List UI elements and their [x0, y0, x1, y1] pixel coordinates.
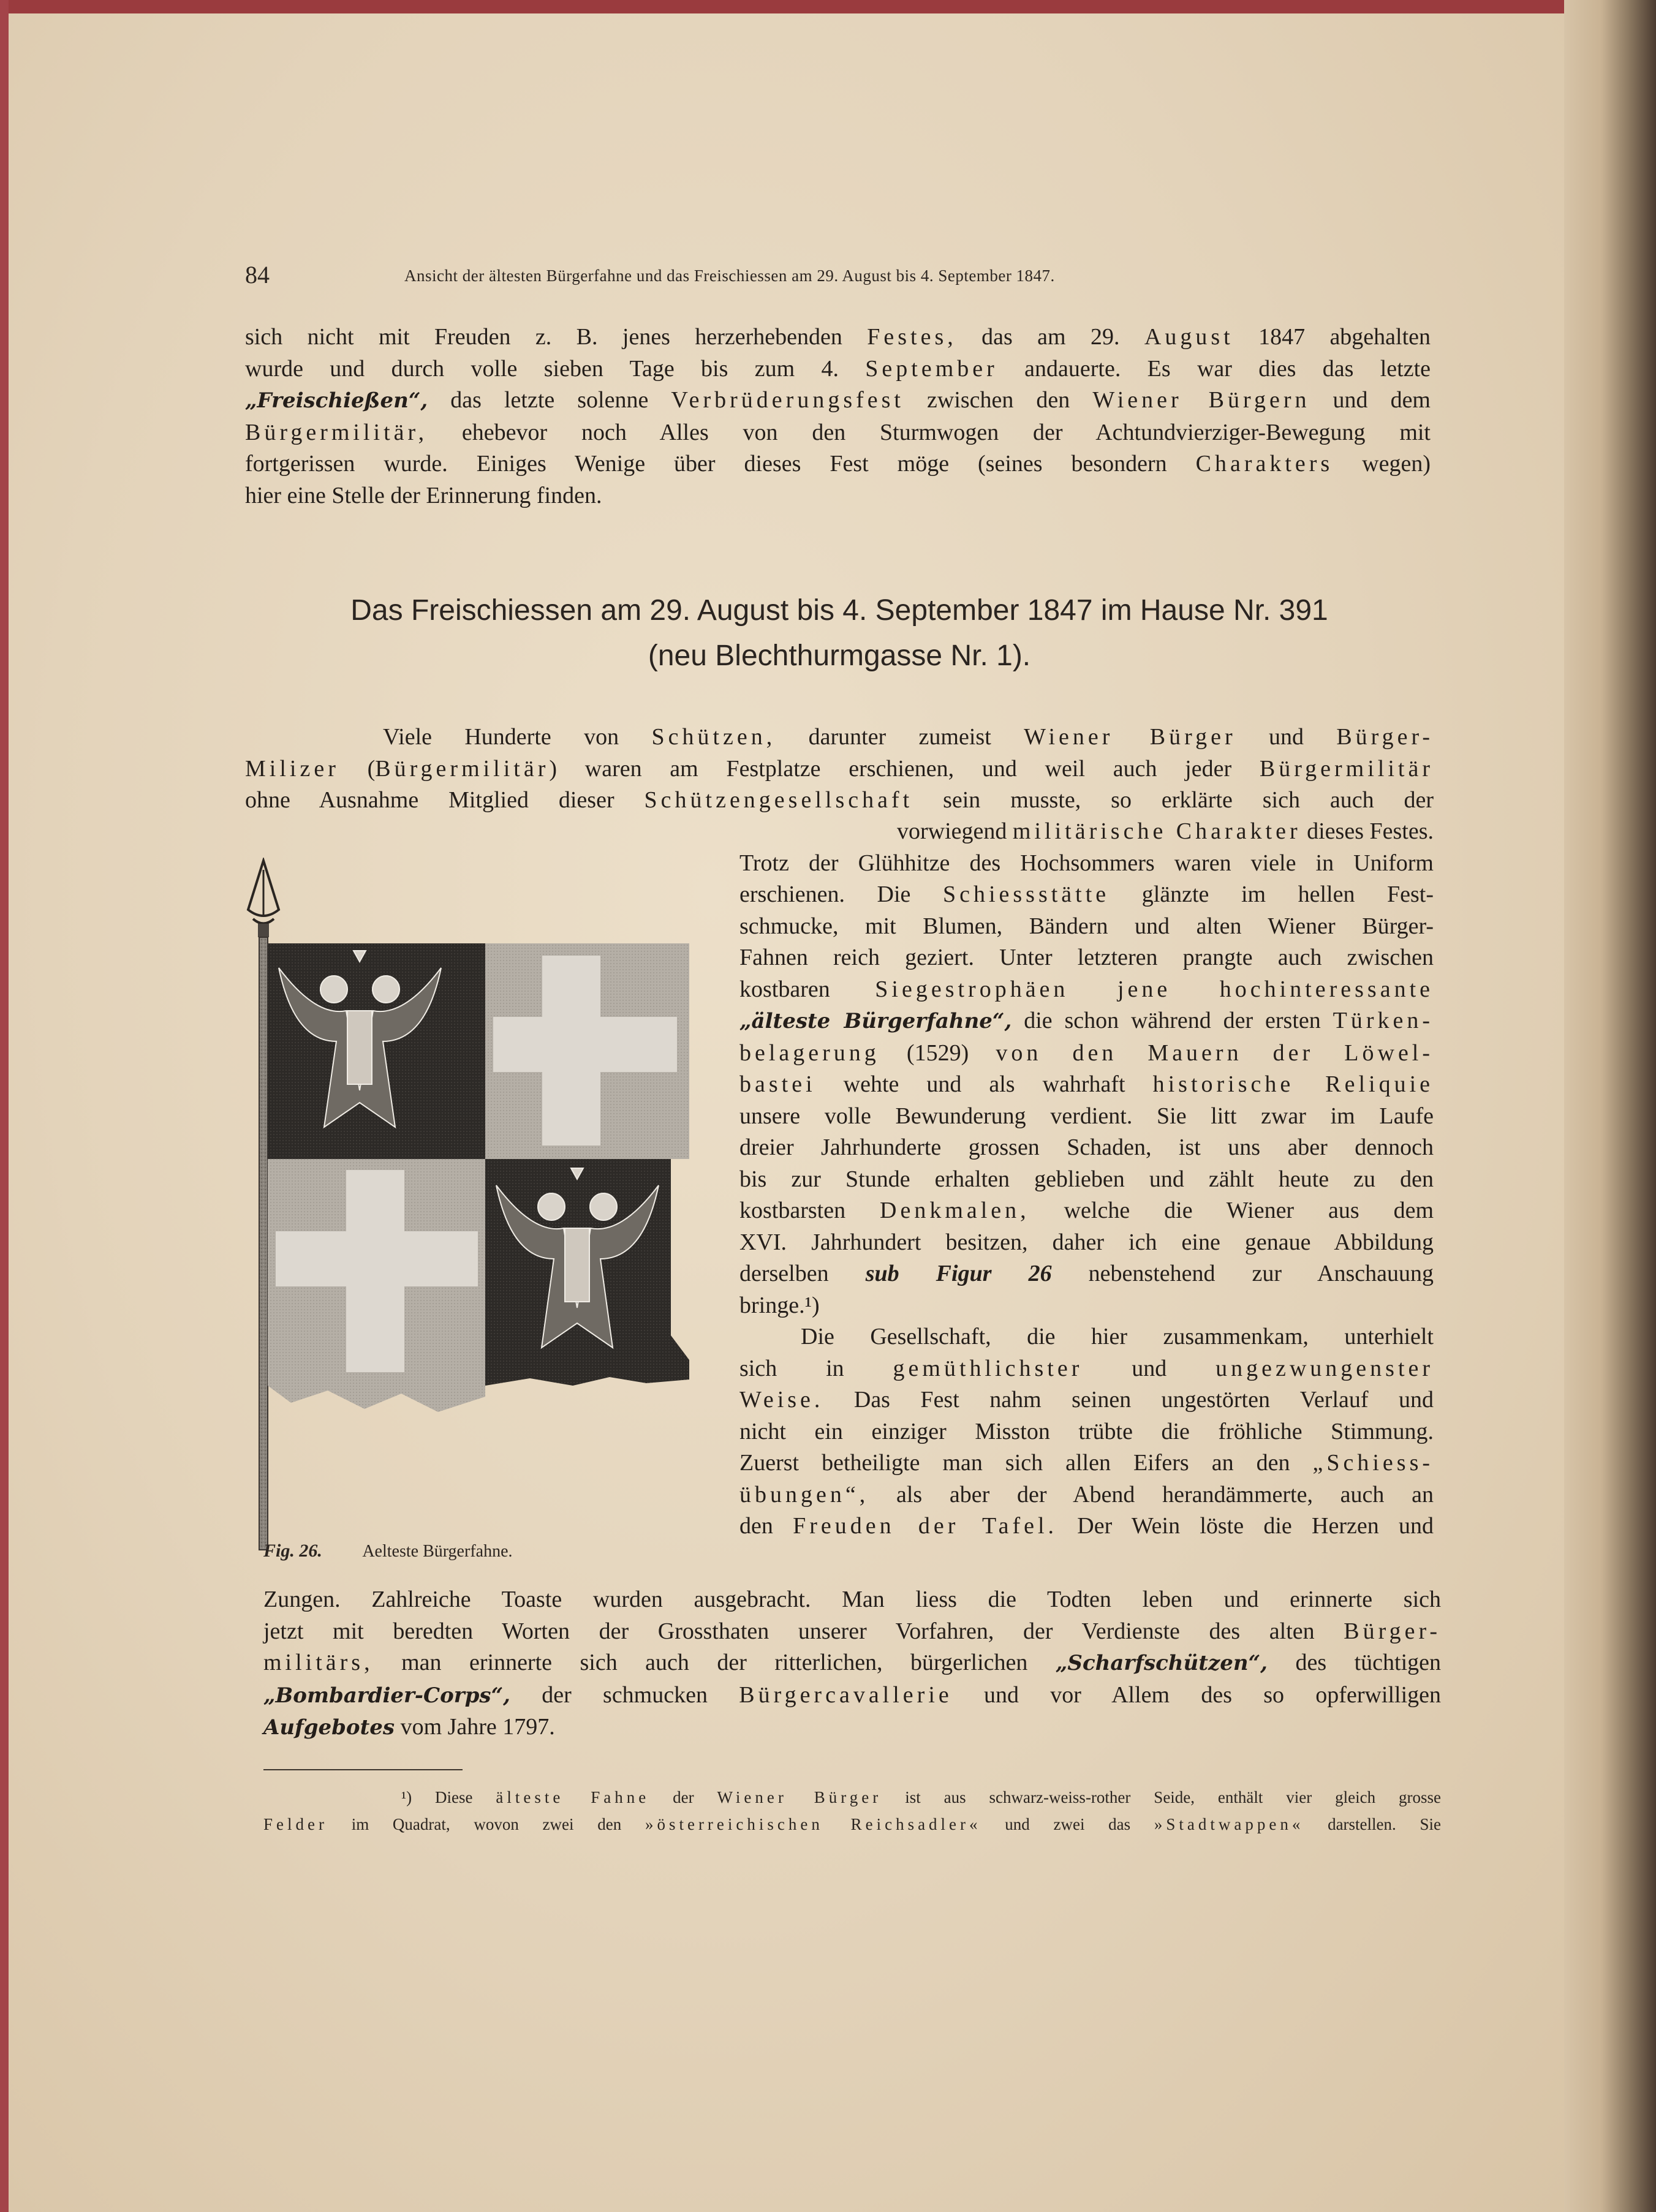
body-paragraph-1-column — [739, 816, 1434, 1542]
red-cover-edge-top — [0, 0, 1656, 13]
spaced-text: Weise. — [739, 1387, 824, 1413]
fraktur-text: „Freischießen“, — [245, 388, 428, 413]
text-line: hier eine Stelle der Erinnerung finden. — [245, 482, 602, 508]
spaced-text: „Schiess- — [1312, 1450, 1434, 1476]
text-line: dreier Jahrhunderte grossen Schaden, ist uns aber dennoch — [739, 1134, 1434, 1160]
figure-caption-text: Aelteste Bürgerfahne. — [362, 1542, 513, 1561]
spaced-text: Milizer — [245, 755, 339, 782]
figure-label: Fig. 26. — [263, 1541, 322, 1561]
spaced-text: von den Mauern der Löwel- — [996, 1040, 1434, 1066]
text-run: des tüchtigen — [1295, 1650, 1442, 1675]
text-run: wehte und als wahrhaft — [843, 1071, 1125, 1097]
text-run: fortgerissen wurde. Einiges Wenige über dieses Fest möge (seines besondern — [245, 451, 1167, 477]
text-line: nicht ein einziger Misston trübte die fröhliche Stimmung. — [739, 1418, 1434, 1444]
spaced-text: bastei — [739, 1071, 816, 1097]
spaced-text: Türken- — [1333, 1008, 1434, 1033]
section-heading-line: (neu Blechthurmgasse Nr. 1). — [648, 640, 1031, 672]
text-run: ohne Ausnahme Mitglied dieser — [245, 787, 614, 813]
text-run: darunter zumeist — [808, 724, 991, 750]
spaced-text: Bürgermilitär — [1259, 755, 1434, 782]
text-run: zwischen den — [927, 387, 1070, 413]
fraktur-text: „älteste Bürgerfahne“, — [739, 1009, 1012, 1033]
text-line: Die Gesellschaft, die hier zusammenkam, unterhielt — [801, 1324, 1434, 1349]
text-run: die schon während der ersten — [1024, 1008, 1321, 1033]
body-paragraph-2-bottom — [263, 1584, 1441, 1744]
spaced-text: übungen“, — [739, 1481, 869, 1508]
spaced-text: Wiener Bürgern — [1092, 387, 1310, 413]
text-run: erschienen. Die — [739, 881, 911, 907]
text-line: bringe.¹) — [739, 1292, 820, 1318]
fraktur-text: „Scharfschützen“, — [1055, 1651, 1268, 1675]
text-run: glänzte im hellen Fest- — [1141, 881, 1434, 907]
footnote-rule — [263, 1769, 463, 1770]
text-run: und — [1268, 724, 1304, 750]
flag-pole — [259, 937, 268, 1550]
spaced-text: August — [1144, 324, 1234, 350]
spaced-text: Schützen, — [651, 724, 776, 750]
text-line: schmucke, mit Blumen, Bändern und alten Wiener Bürger- — [739, 913, 1434, 939]
text-run: das am 29. — [981, 324, 1120, 350]
text-run: derselben — [739, 1261, 829, 1286]
text-run: und — [1132, 1355, 1167, 1381]
book-gutter — [1564, 0, 1656, 2212]
spaced-text: Charakters — [1195, 451, 1334, 477]
cross-horizontal — [276, 1231, 478, 1286]
spaced-text: militärische Charakter — [1012, 818, 1301, 844]
text-run: darstellen. Sie — [1328, 1815, 1441, 1833]
text-run: sich in — [739, 1355, 844, 1381]
spaced-text: Bürgercavallerie — [739, 1682, 953, 1708]
spaced-text: Freuden der Tafel. — [793, 1513, 1058, 1539]
text-run: den — [739, 1513, 773, 1539]
spaced-text: Schiessstätte — [942, 881, 1110, 907]
spaced-text: »österreichischen Reichsadler« — [645, 1815, 981, 1833]
spear-finial-icon — [248, 861, 279, 937]
text-run: kostbaren — [739, 976, 830, 1002]
text-run: Der Wein löste die Herzen und — [1077, 1513, 1434, 1539]
text-line: unsere volle Bewunderung verdient. Sie litt zwar im Laufe — [739, 1103, 1434, 1129]
text-run: ( — [367, 755, 376, 782]
text-run: kostbarsten — [739, 1198, 846, 1223]
text-run: sein musste, so erklärte sich auch der — [943, 787, 1434, 813]
spaced-text: belagerung — [739, 1040, 880, 1066]
figure-caption — [263, 1541, 680, 1571]
spaced-text: September — [865, 355, 998, 382]
spaced-text: Wiener Bürger — [1024, 724, 1236, 750]
spaced-text: älteste Fahne — [496, 1788, 650, 1806]
text-run: wurde und durch volle sieben Tage bis zum 4. — [245, 355, 839, 382]
text-run: der — [673, 1788, 694, 1806]
spaced-text: ungezwungenster — [1216, 1355, 1434, 1381]
red-cover-edge-left — [0, 0, 9, 2212]
text-run: (1529) — [906, 1040, 969, 1066]
fraktur-text: „Bombardier-Corps“, — [263, 1683, 510, 1708]
text-run: Zuerst betheiligte man sich allen Eifers an den — [739, 1450, 1290, 1476]
spaced-text: Festes, — [867, 324, 957, 350]
spaced-text: Wiener Bürger — [717, 1788, 882, 1806]
spaced-text: Bürger- — [1336, 724, 1434, 750]
text-line: XVI. Jahrhundert besitzen, daher ich eine genaue Abbildung — [739, 1229, 1434, 1255]
text-run: welche die Wiener aus dem — [1064, 1198, 1434, 1223]
spaced-text: militärs, — [263, 1650, 374, 1675]
text-run: dieses Festes. — [1307, 818, 1434, 844]
text-run: als aber der Abend herandämmerte, auch an — [896, 1481, 1434, 1508]
running-title: Ansicht der ältesten Bürgerfahne und das Freischiessen am 29. August bis 4. September 1847. — [404, 266, 1055, 285]
text-line: Fahnen reich geziert. Unter letzteren prangte auch zwischen — [739, 945, 1434, 970]
figure-26-flag — [242, 858, 695, 1568]
text-run: und zwei das — [1005, 1815, 1131, 1833]
intro-paragraph — [245, 322, 1431, 511]
text-run: nebenstehend zur Anschauung — [1088, 1261, 1434, 1286]
text-run: ) waren am Festplatze erschienen, und weil auch jeder — [549, 755, 1232, 782]
fraktur-text: Aufgebotes — [263, 1715, 395, 1740]
spaced-text: Bürgermilitär — [375, 755, 550, 782]
text-run: ist aus schwarz-weiss-rother Seide, enthält vier gleich grosse — [905, 1788, 1442, 1806]
text-run: jetzt mit beredten Worten der Grossthaten unserer Vorfahren, der Verdienste des alten — [263, 1618, 1315, 1644]
footnote — [263, 1784, 1441, 1838]
text-run: und dem — [1333, 387, 1431, 413]
text-run: ¹) Diese — [401, 1788, 473, 1806]
section-heading-line: Das Freischiessen am 29. August bis 4. September 1847 im Hause Nr. 391 — [350, 594, 1328, 627]
text-run: ehebevor noch Alles von den Sturmwogen der Achtundvierziger-Bewegung mit — [461, 419, 1431, 445]
text-run: vom Jahre 1797. — [400, 1714, 555, 1740]
text-line: bis zur Stunde erhalten geblieben und zählt heute zu den — [739, 1166, 1434, 1192]
spaced-text: Denkmalen, — [880, 1198, 1030, 1223]
text-run: das letzte solenne — [450, 387, 649, 413]
spaced-text: Felder — [263, 1815, 328, 1833]
text-run: andauerte. Es war dies das letzte — [1024, 355, 1431, 382]
text-run: und vor Allem des so opferwilligen — [984, 1682, 1442, 1708]
text-run: der schmucken — [542, 1682, 708, 1708]
flag-illustration — [242, 858, 695, 1568]
text-line: Zungen. Zahlreiche Toaste wurden ausgebracht. Man liess die Todten leben und erinnerte sich — [263, 1587, 1441, 1612]
spaced-text: Bürgermilitär, — [245, 419, 428, 445]
cross-horizontal — [493, 1017, 677, 1072]
spaced-text: gemüthlichster — [893, 1355, 1083, 1381]
text-run: 1847 abgehalten — [1258, 324, 1431, 350]
figure-reference: sub Figur 26 — [865, 1261, 1052, 1286]
text-run: vorwiegend — [897, 818, 1007, 844]
text-run: man erinnerte sich auch der ritterlichen, bürgerlichen — [401, 1650, 1028, 1675]
text-line: Trotz der Glühhitze des Hochsommers waren viele in Uniform — [739, 850, 1434, 876]
spaced-text: Schützengesellschaft — [644, 787, 913, 813]
flag-cloth — [268, 943, 689, 1412]
running-header — [245, 260, 1287, 297]
text-run: Das Fest nahm seinen ungestörten Verlauf und — [853, 1387, 1434, 1413]
body-paragraph-1-top — [245, 722, 1434, 817]
text-run: wegen) — [1362, 451, 1431, 477]
text-run: Viele Hunderte von — [383, 724, 619, 750]
section-heading — [245, 588, 1434, 679]
spaced-text: »Stadtwappen« — [1154, 1815, 1304, 1833]
text-run: im Quadrat, wovon zwei den — [351, 1815, 622, 1833]
spaced-text: Siegestrophäen jene hochinteressante — [875, 976, 1434, 1002]
spaced-text: Bürger- — [1344, 1618, 1442, 1644]
page-number: 84 — [245, 261, 270, 289]
spaced-text: Verbrüderungsfest — [671, 387, 904, 413]
spaced-text: historische Reliquie — [1152, 1071, 1434, 1097]
text-run: sich nicht mit Freuden z. B. jenes herzerhebenden — [245, 324, 842, 350]
